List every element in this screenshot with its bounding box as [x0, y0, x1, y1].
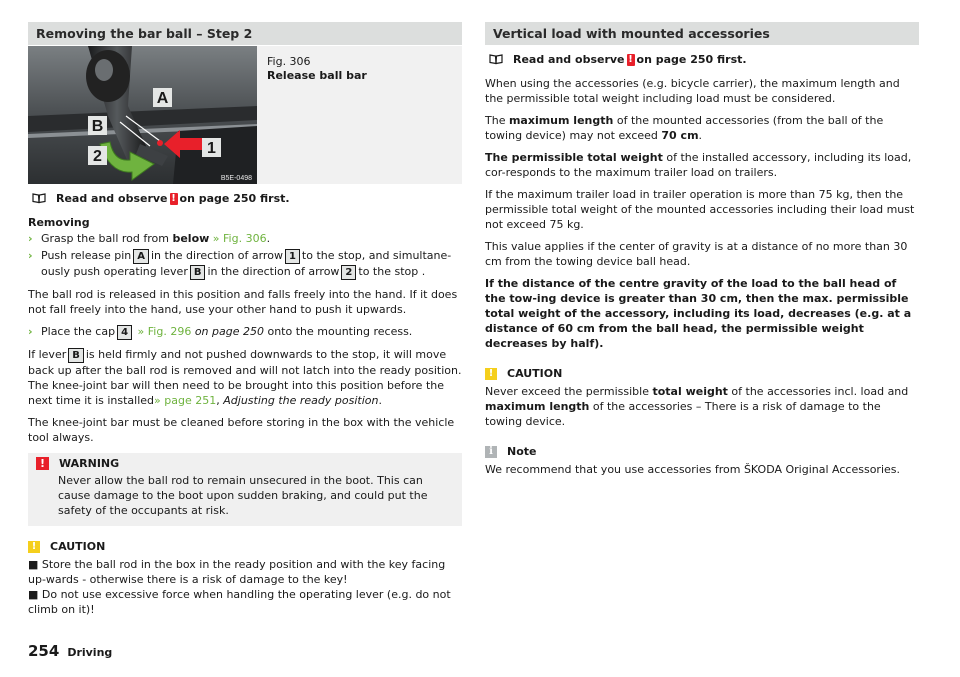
warning-text: Never allow the ball rod to remain unsecured in the boot. This can cause damage to the boot upon sudden braking, and could put the safety of the occupants at risk.: [58, 474, 428, 517]
towbar-illustration: [28, 46, 257, 184]
section-title: Vertical load with mounted accessories: [485, 22, 919, 45]
figure-code: B5E-0498: [220, 175, 252, 182]
caution-title: ! CAUTION: [485, 367, 919, 380]
read-observe: Read and observe ! on page 250 first.: [489, 53, 919, 66]
footer-section: Driving: [67, 646, 113, 659]
paragraph-bold: If the distance of the centre gravity of the load to the ball head of the tow-ing device is greater than 30 cm, then the max. permissible total weight of the accessory, including its load, decreases (e.g. at a distance of 60 cm from the ball head, the permissible weight decreases by half).: [485, 277, 912, 350]
list-item: › Grasp the ball rod from below » Fig. 306.: [28, 232, 271, 245]
section-title: Removing the bar ball – Step 2: [28, 22, 462, 45]
figure-link[interactable]: » Fig. 306: [212, 232, 267, 245]
warning-box: ! WARNING Never allow the ball rod to remain unsecured in the boot. This can cause damage to the boot upon sudden braking, and could put the safety of the occupants at risk.: [28, 453, 462, 526]
paragraph: The ball rod is released in this position and falls freely into the hand. If it does not fall freely into the hand, use your other hand to push it upwards.: [28, 288, 458, 316]
caution-icon: !: [28, 541, 40, 553]
paragraph: If lever B is held firmly and not pushed downwards to the stop, it will move back up after the ball rod is removed and will not latch into the ready position. The knee-joint bar will then need to be brought into this position before the next time it is installed» page 251, Adjusting the ready position.: [28, 348, 462, 407]
figure-caption: [257, 46, 462, 184]
figure-link[interactable]: » Fig. 296: [137, 325, 192, 338]
caution-text: Never exceed the permissible total weight of the accessories incl. load and maximum length of the accessories – There is a risk of damage to the towing device.: [485, 385, 909, 428]
page-number: 254: [28, 642, 60, 660]
warning-mark-icon: !: [171, 192, 176, 204]
page-link[interactable]: » page 251: [154, 394, 217, 407]
figure: [28, 46, 462, 184]
left-column: [28, 22, 462, 617]
label-b: B: [91, 118, 104, 135]
paragraph: The permissible total weight of the installed accessory, including its load, cor-responds to the maximum trailer load on trailers.: [485, 151, 912, 179]
caution-title: ! CAUTION: [28, 540, 462, 553]
right-column: [485, 22, 919, 477]
note-title: i Note: [485, 445, 919, 458]
paragraph: The knee-joint bar must be cleaned before storing in the box with the vehicle tool always.: [28, 416, 455, 444]
label-2: 2: [93, 148, 102, 165]
caution-bullet: ■ Store the ball rod in the box in the ready position and with the key facing up-wards - otherwise there is a risk of damage to the key!: [28, 558, 446, 586]
label-1: 1: [207, 140, 216, 157]
book-icon: [489, 54, 503, 65]
info-icon: i: [485, 446, 497, 458]
list-item: › Push release pin A in the direction of arrow 1 to the stop, and simultane-ously push operating lever B in the direction of arrow 2 to the stop .: [28, 249, 452, 278]
figure-image: [28, 46, 257, 184]
paragraph: The maximum length of the mounted accessories (from the ball of the towing device) may not exceed 70 cm.: [485, 114, 884, 142]
read-observe: Read and observe ! on page 250 first.: [32, 192, 462, 205]
label-a: A: [156, 90, 169, 107]
figure-caption-text: Release ball bar: [267, 69, 367, 82]
paragraph: When using the accessories (e.g. bicycle carrier), the maximum length and the permissible total weight including load must be considered.: [485, 77, 900, 105]
caution-bullet: ■ Do not use excessive force when handling the operating lever (e.g. do not climb on it)!: [28, 588, 451, 616]
warning-mark-icon: !: [628, 53, 633, 65]
figure-number: Fig. 306: [267, 55, 311, 68]
paragraph: This value applies if the center of gravity is at a distance of no more than 30 cm from the towing device ball head.: [485, 240, 908, 268]
note-text: We recommend that you use accessories from ŠKODA Original Accessories.: [485, 463, 900, 476]
removing-heading: Removing: [28, 216, 90, 229]
list-item: › Place the cap 4 » Fig. 296 on page 250 onto the mounting recess.: [28, 325, 413, 338]
book-icon: [32, 193, 46, 204]
warning-icon: !: [36, 457, 49, 470]
caution-icon: !: [485, 368, 497, 380]
paragraph: If the maximum trailer load in trailer operation is more than 75 kg, then the permissible total weight of the mounted accessories including their load must not exceed 75 kg.: [485, 188, 915, 231]
page-footer: [28, 642, 112, 660]
